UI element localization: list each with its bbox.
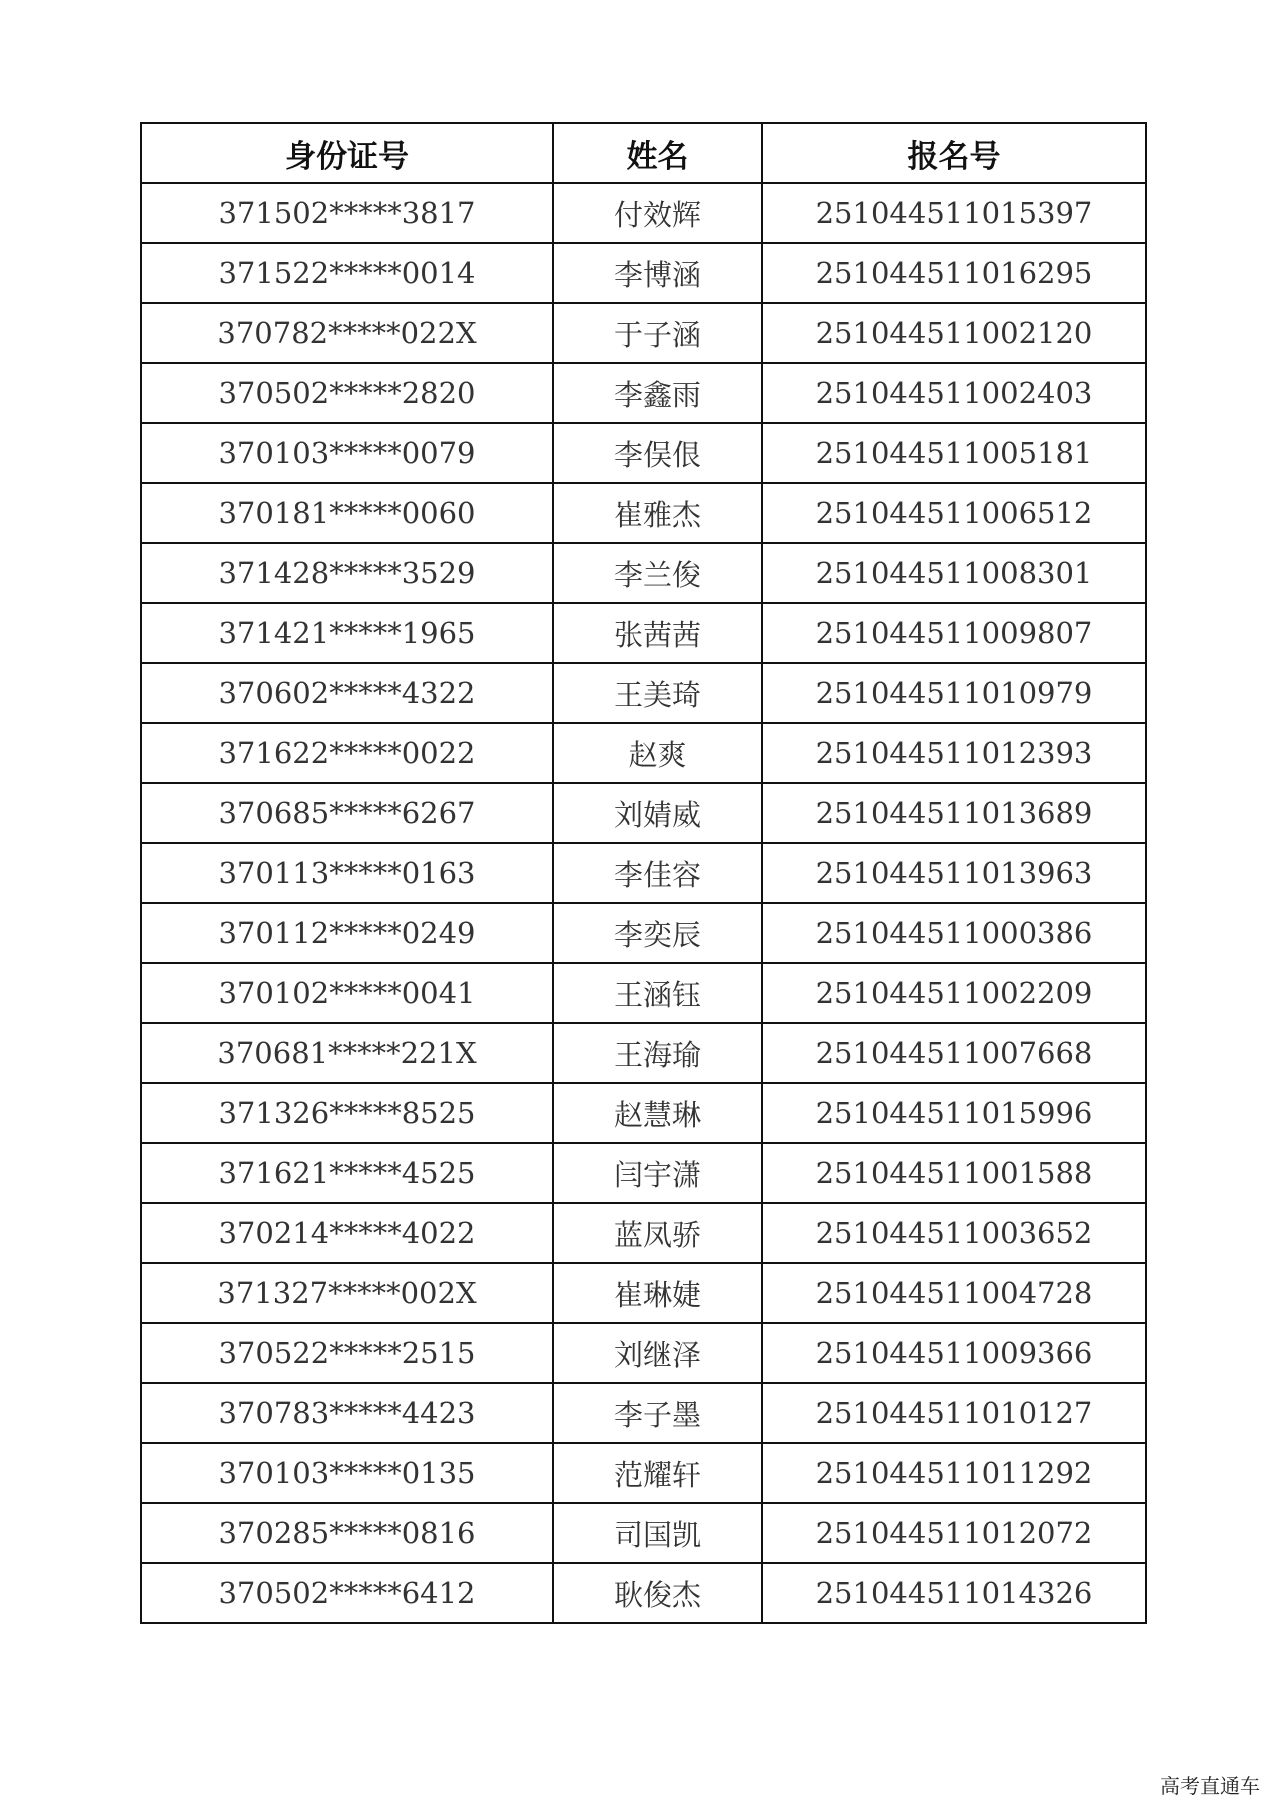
name-cell: 李鑫雨 [553,363,762,423]
name-cell: 李博涵 [553,243,762,303]
id-number-cell: 371621*****4525 [141,1143,553,1203]
registration-number-cell: 251044511010979 [762,663,1146,723]
table-row [141,903,1146,963]
table-row [141,663,1146,723]
table-row [141,243,1146,303]
registration-number-cell: 251044511013689 [762,783,1146,843]
name-cell: 李子墨 [553,1383,762,1443]
id-number-cell: 371327*****002X [141,1263,553,1323]
table-row [141,1143,1146,1203]
table-row [141,1083,1146,1143]
registration-number-cell: 251044511004728 [762,1263,1146,1323]
name-cell: 范耀轩 [553,1443,762,1503]
id-number-cell: 370783*****4423 [141,1383,553,1443]
id-number-cell: 370103*****0135 [141,1443,553,1503]
registration-number-cell: 251044511002209 [762,963,1146,1023]
name-cell: 李俣佷 [553,423,762,483]
id-number-cell: 370681*****221X [141,1023,553,1083]
name-cell: 司国凯 [553,1503,762,1563]
id-number-cell: 370102*****0041 [141,963,553,1023]
header-name: 姓名 [553,123,762,183]
name-cell: 赵爽 [553,723,762,783]
id-number-cell: 370782*****022X [141,303,553,363]
id-number-cell: 370502*****2820 [141,363,553,423]
name-cell: 崔琳婕 [553,1263,762,1323]
name-cell: 张茜茜 [553,603,762,663]
registration-number-cell: 251044511007668 [762,1023,1146,1083]
table-row [141,1563,1146,1623]
registration-number-cell: 251044511011292 [762,1443,1146,1503]
table-row [141,723,1146,783]
table-row [141,363,1146,423]
name-cell: 崔雅杰 [553,483,762,543]
table-row [141,303,1146,363]
registration-number-cell: 251044511009807 [762,603,1146,663]
registration-number-cell: 251044511012072 [762,1503,1146,1563]
id-number-cell: 370181*****0060 [141,483,553,543]
table-row [141,843,1146,903]
table-row [141,1383,1146,1443]
name-cell: 耿俊杰 [553,1563,762,1623]
table-header-row [141,123,1146,183]
registration-number-cell: 251044511005181 [762,423,1146,483]
name-cell: 蓝凤骄 [553,1203,762,1263]
id-number-cell: 370112*****0249 [141,903,553,963]
name-cell: 王海瑜 [553,1023,762,1083]
registration-number-cell: 251044511008301 [762,543,1146,603]
id-number-cell: 371326*****8525 [141,1083,553,1143]
watermark-text: 高考直通车 [1160,1774,1260,1798]
id-number-cell: 371421*****1965 [141,603,553,663]
registration-number-cell: 251044511010127 [762,1383,1146,1443]
name-cell: 王涵钰 [553,963,762,1023]
id-number-cell: 370602*****4322 [141,663,553,723]
id-number-cell: 370113*****0163 [141,843,553,903]
table-row [141,1443,1146,1503]
table-row [141,1263,1146,1323]
name-cell: 王美琦 [553,663,762,723]
table-row [141,183,1146,243]
table-row [141,1203,1146,1263]
table-row [141,1323,1146,1383]
id-number-cell: 371428*****3529 [141,543,553,603]
registration-number-cell: 251044511002120 [762,303,1146,363]
id-number-cell: 371502*****3817 [141,183,553,243]
name-cell: 刘继泽 [553,1323,762,1383]
roster-table [140,122,1147,1624]
id-number-cell: 370214*****4022 [141,1203,553,1263]
registration-number-cell: 251044511012393 [762,723,1146,783]
name-cell: 于子涵 [553,303,762,363]
table-row [141,783,1146,843]
id-number-cell: 370522*****2515 [141,1323,553,1383]
table-row [141,963,1146,1023]
table-row [141,1023,1146,1083]
name-cell: 李兰俊 [553,543,762,603]
registration-number-cell: 251044511009366 [762,1323,1146,1383]
registration-number-cell: 251044511002403 [762,363,1146,423]
id-number-cell: 370103*****0079 [141,423,553,483]
registration-number-cell: 251044511006512 [762,483,1146,543]
table-row [141,423,1146,483]
registration-number-cell: 251044511013963 [762,843,1146,903]
name-cell: 闫宇潇 [553,1143,762,1203]
name-cell: 李佳容 [553,843,762,903]
registration-number-cell: 251044511003652 [762,1203,1146,1263]
name-cell: 刘婧威 [553,783,762,843]
registration-number-cell: 251044511015996 [762,1083,1146,1143]
registration-number-cell: 251044511000386 [762,903,1146,963]
name-cell: 赵慧琳 [553,1083,762,1143]
registration-number-cell: 251044511014326 [762,1563,1146,1623]
table-row [141,543,1146,603]
header-id-number: 身份证号 [141,123,553,183]
id-number-cell: 370502*****6412 [141,1563,553,1623]
roster-body [141,183,1146,1623]
table-row [141,603,1146,663]
registration-number-cell: 251044511016295 [762,243,1146,303]
table-row [141,483,1146,543]
id-number-cell: 371622*****0022 [141,723,553,783]
id-number-cell: 370685*****6267 [141,783,553,843]
registration-number-cell: 251044511015397 [762,183,1146,243]
header-registration-number: 报名号 [762,123,1146,183]
id-number-cell: 370285*****0816 [141,1503,553,1563]
name-cell: 付效辉 [553,183,762,243]
id-number-cell: 371522*****0014 [141,243,553,303]
registration-number-cell: 251044511001588 [762,1143,1146,1203]
name-cell: 李奕辰 [553,903,762,963]
table-row [141,1503,1146,1563]
